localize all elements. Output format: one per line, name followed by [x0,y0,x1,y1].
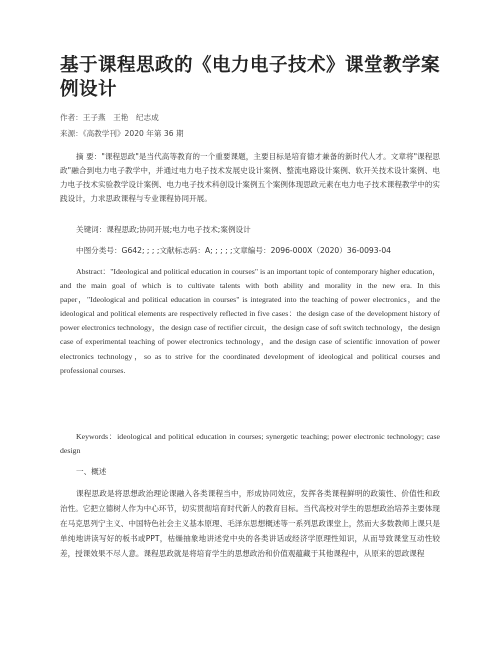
body-paragraph: 课程思政是将思想政治理论课融入各类课程当中，形成协同效应，发挥各类课程鲜明的政策性、价值性和政治性。它把立德树人作为中心环节，切实贯彻培育时代新人的教育目标。当代高校对学生的思想政治培养主要体现在马克思列宁主义、中国特色社会主义基本原理、毛泽东思想概述等一系列思政课堂上，然而大多数教师上课只是单纯地讲读写好的板书或PPT，枯燥抽象地讲述党中央的各类讲话或经济学原理性知识，从而导致课堂互动性较差，授课效果不尽人意。课程思政就是将培育学生的思想政治和价值观蕴藏于其他课程中，从原来的思政课程 [60,489,440,558]
english-keywords: Keywords：ideological and political education in courses; synergetic teaching; power electronic technology; case design [60,432,440,456]
classification-line: 中图分类号：G642; ; ; ;文献标志码：A; ; ; ; ;文章编号：2096-000X（2020）36-0093-04 [76,246,391,255]
section-heading: 一、概述 [76,467,107,476]
chinese-keywords: 关键词：课程思政;协同开展;电力电子技术;案例设计 [76,225,251,234]
article-title: 基于课程思政的《电力电子技术》课堂教学案例设计 [60,55,441,100]
english-abstract: Abstract："Ideological and political education in courses" is an important topic of contemporary higher education，and the main goal of which is to cultivate talents with both ability and morality in the new era. In this paper，"Ideological and political education in courses" is integrated into the teaching of power electronics，and the ideological and political elements are respectively reflected in five cases：the design case of the development history of power electronics technology，the design case of rectifier circuit，the design case of soft switch technology，the design case of experimental teaching of power electronics technology，and the design case of scientific innovation of power electronics technology，so as to strive for the coordinated development of ideological and political courses and professional courses. [60,267,440,375]
chinese-abstract: 摘 要："课程思政"是当代高等教育的一个重要课题，主要目标是培育德才兼备的新时代人才。文章将"课程思政"融合到电力电子教学中，并通过电力电子技术发展史设计案例、整流电路设计案例、软开关技术设计案例、电力电子技术实验教学设计案例、电力电子技术科创设计案例五个案例体现思政元素在电力电子技术课程教学中的实践设计，力求思政课程与专业课程协同开展。 [60,152,440,203]
author-line: 作者：王子燕 王艳 纪志成 [60,113,159,122]
source-line: 来源：《高教学刊》2020 年第 36 期 [60,129,184,138]
